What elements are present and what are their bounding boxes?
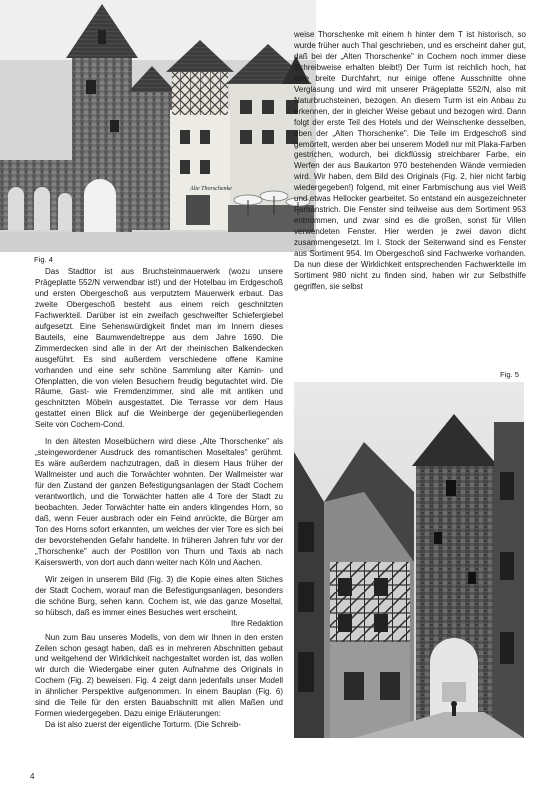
fig4-model-photo — [0, 0, 316, 252]
right-paragraph-1: weise Thorschenke mit einem h hinter dem T ist historisch, so wurde früher auch Thal geschrieben, und es erscheint daher gut, daß bei der „Alten Thorschenke" in Cochem noch immer diese Schreibweise erhalten bleibt!) Der Turm ist reichlich hoch, hat eine breite Durchfahrt, nur einige offene Ausschnitte ohne Verglasung und wird mit unserer Prägeplatte 552/N, also mit Naturbruchsteinen, bezogen. An diesem Turm ist ein Anbau zu erkennen, der in gleicher Weise gebaut und bezogen wird. Dann folgt der erste Teil des Hotels und der Weinschenke desselben, eben der „Alten Thorschenke". Die Teile im Erdgeschoß sind gemörtelt, werden aber bei unserem Modell nur mit Plaka-Farben gestrichen, wodurch, bei dickflüssig streichbarer Farbe, ein Werfen der aus Baukarton 970 bestehenden Wände vermieden wird. Wir haben, dem Bild des Originals (Fig. 2, hier nicht farbig wiedergegeben!) folgend, mit einer Farbmischung aus viel Weiß und etwas Hellocker gearbeitet. So entstand ein ausgezeichneter Farbanstrich. Die Fenster sind teilweise aus dem Sortiment 953 entnommen, und zwar sind es die großen, sonst für Villen verwendeten Fenster. Hier werden je zwei davon dicht zusammengesetzt. Im I. Stock der Seitenwand sind es Fenster aus Sortiment 954. Im Obergeschoß sind Fachwerke vorhanden. Da nun diese der Wirklichkeit entsprechenden Fachwerkteile im Sortiment 980 nicht zu finden sind, haben wir zur Selbsthilfe gegriffen, sie selbst — [294, 30, 526, 291]
fig5-illustration — [294, 382, 524, 738]
right-text-column — [294, 30, 526, 293]
left-paragraph-2: In den ältesten Moselbüchern wird diese „Alte Thorschenke" als „steingewordener Ausdruck des romantischen Moseltales" gerühmt. Es wäre außerdem nachzutragen, daß in diesem Haus früher der Wallmeister und auch die Torwächter wohnten. Der Wallmeister war für den Zustand der ganzen Befestigungsanlagen der Stadt Cochem verantwortlich, und die Torwächter hatten alle 4 Tore der Stadt zu beobachten. Jeder Torwächter hatte ein anders klingendes Horn, so daß, wenn Feuer ausbrach oder ein Feind anrückte, die Bürger am Ton des Horns sofort erkannten, um welches der vier Tore es sich bei der bevorstehenden Gefahr handelte. In früheren Jahren fuhr vor der „Thorschenke" auch der Postillon von Thurn und Taxis ab nach Kaiserswerth, von dort auch dann weiter nach Köln und Aachen. — [35, 437, 283, 567]
fig5-caption: Fig. 5 — [500, 370, 519, 379]
fig4-caption: Fig. 4 — [34, 255, 53, 264]
fig5-original-photo — [294, 382, 524, 738]
fig4-illustration — [0, 0, 316, 252]
editorial-signature: Ihre Redaktion — [230, 618, 283, 628]
left-paragraph-3 — [35, 574, 283, 628]
page-number: 4 — [30, 772, 35, 781]
left-text-column — [35, 267, 283, 731]
fig4-sign-text: Alte Thorschenke — [190, 186, 232, 192]
left-paragraph-4: Nun zum Bau unseres Modells, von dem wir Ihnen in den ersten Zeilen schon gesagt haben, daß es in mehreren Abschnitten gebaut und weitgehend der Wirklichkeit nachgestaltet worden ist, das wollen wir durch die Wiedergabe einer guten Aufnahme des Originals in Cochem (Fig. 2) beweisen. Fig. 4 zeigt dann jedenfalls unser Modell in ähnlicher Perspektive aufgenommen. In einem Bauplan (Fig. 6) sind die Teile für den ersten Bauabschnitt mit allen Maßen und Formen wiedergegeben. Dazu einige Erläuterungen: — [35, 632, 283, 719]
left-paragraph-3-text: Wir zeigen in unserem Bild (Fig. 3) die Kopie eines alten Stiches der Stadt Cochem, worauf man die Befestigungsanlagen, besonders die schöne Burg, sehen kann. Cochem ist, wie das ganze Moseltal, so hübsch, daß es immer eines Besuches wert erscheint. — [35, 574, 283, 617]
left-paragraph-5: Da ist also zuerst der eigentliche Torturm. (Die Schreib- — [45, 720, 241, 730]
left-paragraph-1: Das Stadttor ist aus Bruchsteinmauerwerk (wozu unsere Prägeplatte 552/N verwendbar ist!) und der Hotelbau im Erdgeschoß und ersten Obergeschoß aus verputztem Mauerwerk erbaut. Das zweite Obergeschoß besteht aus einem reich geschnitzten Fachwerkteil. Darüber ist ein zweifach geschweifter Schiefergiebel aufgesetzt. Eine Sehenswürdigkeit findet man im Innern dieses Bauteils, eine Baumwendeltreppe aus dem Jahre 1690. Die Zimmerdecken sind alle in der Art der rheinischen Balkendecken ausgeführt. Es sind außerdem verschiedene offene Kamine vorhanden und eine sehr schöne Sammlung alter Kamin- und Ofenplatten, die von vielen Besuchern freudig begutachtet wird. Die Räume, Gast- wie Fremdenzimmer, sind alle mit antiken und geschnitzten Möbeln ausgestattet. Die Terrasse vor dem Haus gestattet einen Blick auf die Weinberge der gegenüberliegenden Seite von Cochem-Cond. — [35, 267, 283, 430]
